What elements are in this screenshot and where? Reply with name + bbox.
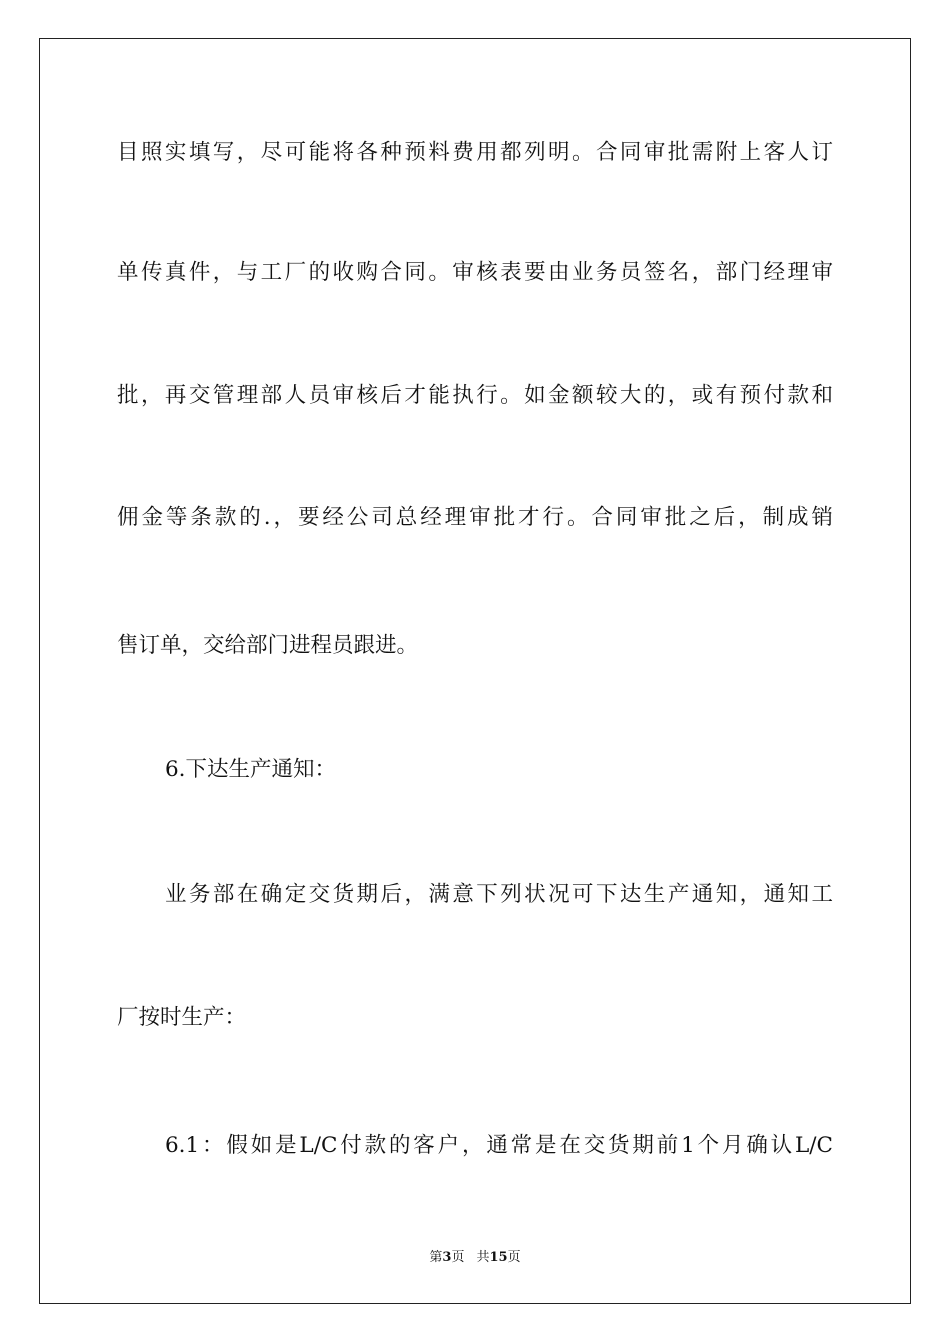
paragraph-line-5: 售订单，交给部门进程员跟进。 (117, 633, 419, 658)
paragraph-line-3: 批，再交管理部人员审核后才能执行。如金额较大的，或有预付款和 (117, 383, 833, 408)
paragraph-line-8: 6.1：假如是L/C付款的客户，通常是在交货期前1个月确认L/C (165, 1133, 833, 1158)
total-suffix: 页 (507, 1250, 521, 1265)
paragraph-line-4: 佣金等条款的.，要经公司总经理审批才行。合同审批之后，制成销 (117, 505, 833, 530)
section-heading: 6.下达生产通知： (165, 757, 337, 782)
total-pages: 15 (489, 1250, 508, 1265)
page-footer (0, 1246, 950, 1265)
page-suffix: 页 (451, 1250, 465, 1265)
page-prefix: 第 (429, 1250, 443, 1265)
paragraph-line-2: 单传真件，与工厂的收购合同。审核表要由业务员签名，部门经理审 (117, 260, 833, 285)
total-prefix: 共 (476, 1250, 490, 1265)
page-number: 3 (442, 1250, 452, 1265)
paragraph-line-6: 业务部在确定交货期后，满意下列状况可下达生产通知，通知工 (165, 882, 833, 907)
paragraph-line-7: 厂按时生产： (117, 1005, 247, 1030)
paragraph-line-1: 目照实填写，尽可能将各种预料费用都列明。合同审批需附上客人订 (117, 140, 833, 165)
page-frame (39, 38, 911, 1304)
